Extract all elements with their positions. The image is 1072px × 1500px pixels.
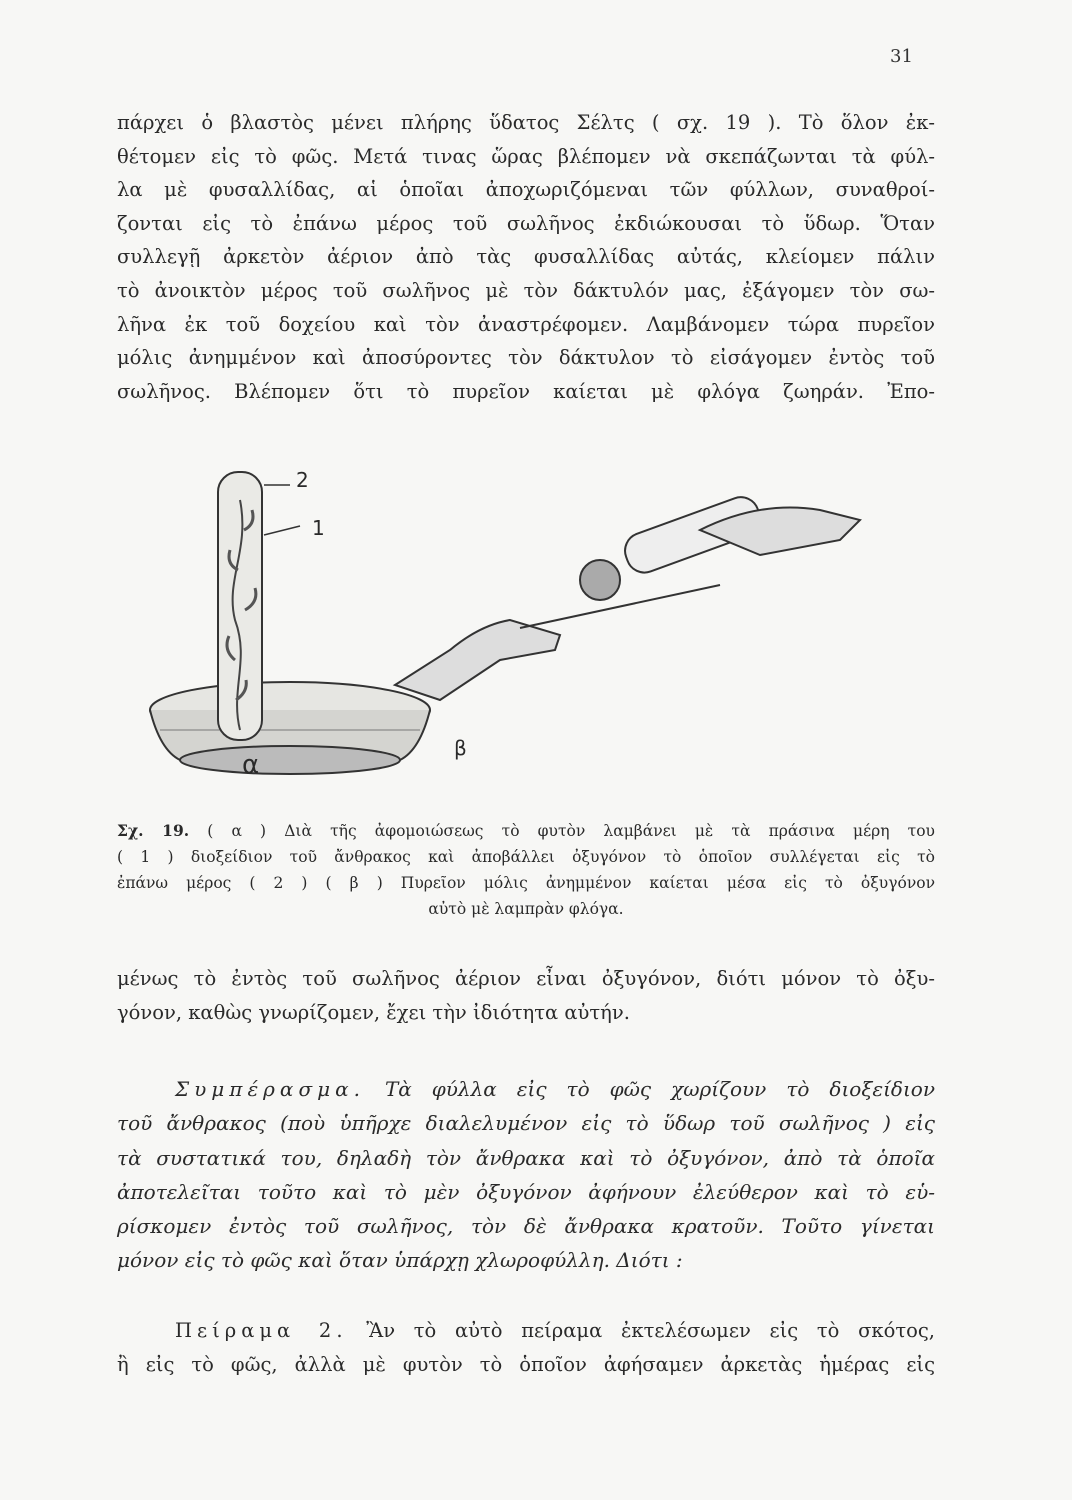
text-line: συλλεγῇ ἀρκετὸν ἀέριον ἀπὸ τὰς φυσαλλίδας αὐτάς, κλείομεν πάλιν [117,245,935,269]
experiment-drawing [140,460,960,800]
text-line: μόλις ἀνημμένον καὶ ἀποσύροντες τὸν δάκτυλον τὸ εἰσάγομεν ἐντὸς τοῦ [117,346,935,370]
figure-19-illustration [140,460,960,800]
text-line: λῆνα ἐκ τοῦ δοχείου καὶ τὸν ἀναστρέφομεν. Λαμβάνομεν τώρα πυρεῖον [117,312,935,336]
caption-line: ( 1 ) διοξείδιον τοῦ ἄνθρακος καὶ ἀποβάλλει ὀξυγόνον τὸ ὁποῖον συλλέγεται εἰς τὸ [117,848,935,866]
caption-line: ( α ) Διὰ τῆς ἀφομοιώσεως τὸ φυτὸν λαμβάνει μὲ τὰ πράσινα μέρη του [207,822,935,840]
paragraph-2 [117,962,935,1029]
label-beta: β [454,736,467,760]
caption-line: ἐπάνω μέρος ( 2 ) ( β ) Πυρεῖον μόλις ἀνημμένον καίεται μέσα εἰς τὸ ὀξυγόνον [117,874,935,892]
text-line: θέτομεν εἰς τὸ φῶς. Μετά τινας ὥρας βλέπομεν νὰ σκεπάζωνται τὰ φύλ- [117,144,935,168]
label-2: 2 [296,468,309,492]
text-line: ἢ εἰς τὸ φῶς, ἀλλὰ μὲ φυτὸν τὸ ὁποῖον ἀφήσαμεν ἀρκετὰς ἡμέρας εἰς [117,1352,935,1376]
text-line: τὰ συστατικά του, δηλαδὴ τὸν ἄνθρακα καὶ τὸ ὀξυγόνον, ἀπὸ τὰ ὁποῖα [117,1145,935,1170]
conclusion-heading: Συμπέρασμα. [175,1077,365,1101]
figure-caption [117,818,935,922]
text-line: ρίσκομεν ἐντὸς τοῦ σωλῆνος, τὸν δὲ ἄνθρακα κρατοῦν. Τοῦτο γίνεται [117,1214,935,1239]
text-line: μόνον εἰς τὸ φῶς καὶ ὅταν ὑπάρχῃ χλωροφύλλη. Διότι : [117,1248,683,1273]
text-line: σωλῆνος. Βλέπομεν ὅτι τὸ πυρεῖον καίεται μὲ φλόγα ζωηράν. Ἐπο- [117,379,935,403]
page-number: 31 [890,46,913,67]
conclusion-paragraph [117,1072,935,1278]
label-alpha: α [242,750,260,780]
experiment-2-paragraph [117,1314,935,1381]
hands-with-match-and-tube [395,492,860,700]
experiment-heading: Πείραμα 2. [175,1319,348,1342]
test-tube-with-plant [218,472,262,740]
paragraph-1 [117,106,935,408]
text-line: ζονται εἰς τὸ ἐπάνω μέρος τοῦ σωλῆνος ἐκδιώκουσαι τὸ ὕδωρ. Ὅταν [117,211,935,235]
text-line: ἀποτελεῖται τοῦτο καὶ τὸ μὲν ὀξυγόνον ἀφήνουν ἐλεύθερον καὶ τὸ εὑ- [117,1179,935,1204]
text-line: γόνον, καθὼς γνωρίζομεν, ἔχει τὴν ἰδιότητα αὐτήν. [117,1000,630,1024]
text-line: Ἂν τὸ αὐτὸ πείραμα ἐκτελέσωμεν εἰς τὸ σκότος, [366,1319,935,1342]
label-pointers [264,485,300,535]
text-line: μένως τὸ ἐντὸς τοῦ σωλῆνος ἀέριον εἶναι ὀξυγόνον, διότι μόνον τὸ ὀξυ- [117,967,935,990]
text-line: τοῦ ἄνθρακος (ποὺ ὑπῆρχε διαλελυμένον εἰς τὸ ὕδωρ τοῦ σωλῆνος ) εἰς [117,1111,935,1136]
caption-prefix: Σχ. 19. [117,821,190,840]
text-line: πάρχει ὁ βλαστὸς μένει πλήρης ὕδατος Σέλτς ( σχ. 19 ). Τὸ ὅλον ἐκ- [117,111,935,134]
text-line: Τὰ φύλλα εἰς τὸ φῶς χωρίζουν τὸ διοξείδιον [384,1077,935,1101]
caption-line: αὐτὸ μὲ λαμπρὰν φλόγα. [428,900,624,918]
text-line: λα μὲ φυσαλλίδας, αἱ ὁποῖαι ἀποχωριζόμεναι τῶν φύλλων, συναθροί- [117,178,935,202]
label-1: 1 [312,516,325,540]
text-line: τὸ ἀνοικτὸν μέρος τοῦ σωλῆνος μὲ τὸν δάκτυλόν μας, ἐξάγομεν τὸν σω- [117,278,935,302]
water-basin [150,682,430,774]
